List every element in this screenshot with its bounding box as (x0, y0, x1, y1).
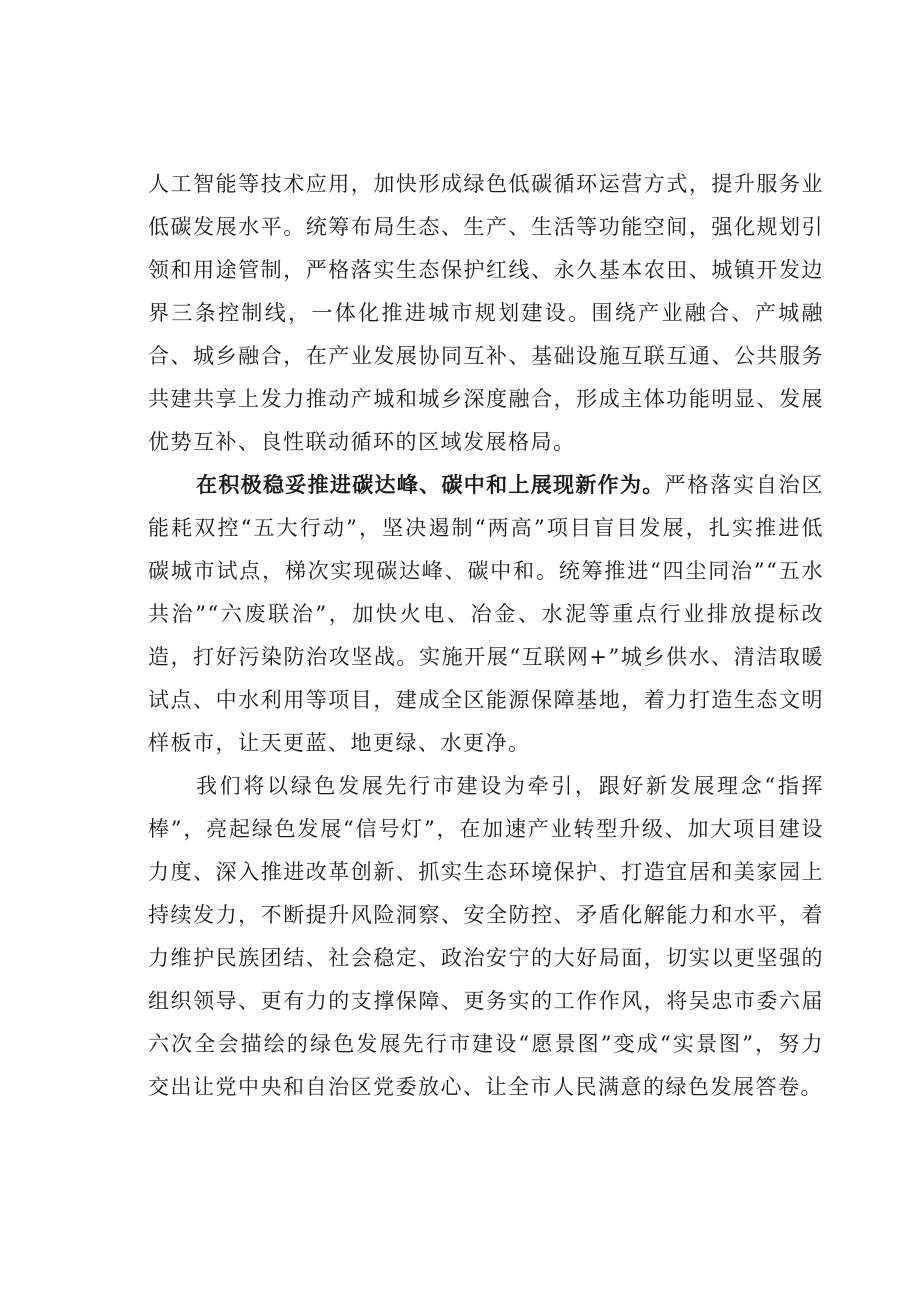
paragraph-conclusion (148, 765, 824, 1109)
paragraph-text: 人工智能等技术应用，加快形成绿色低碳循环运营方式，提升服务业低碳发展水平。统筹布局生态、生产、生活等功能空间，强化规划引领和用途管制，严格落实生态保护红线、永久基本农田、城镇开发边界三条控制线，一体化推进城市规划建设。围绕产业融合、产城融合、城乡融合，在产业发展协同互补、基础设施互联互通、公共服务共建共享上发力推动产城和城乡深度融合，形成主体功能明显、发展优势互补、良性联动循环的区域发展格局。 (148, 172, 824, 454)
paragraph-continued (148, 163, 824, 464)
document-body (148, 163, 824, 1109)
paragraph-text: 严格落实自治区能耗双控“五大行动”，坚决遏制“两高”项目盲目发展，扎实推进低碳城市试点，梯次实现碳达峰、碳中和。统筹推进“四尘同治”“五水共治”“六废联治”，加快火电、冶金、水泥等重点行业排放提标改造，打好污染防治攻坚战。实施开展“互联网+”城乡供水、清洁取暖试点、中水利用等项目，建成全区能源保障基地，着力打造生态文明样板市，让天更蓝、地更绿、水更净。 (148, 473, 824, 755)
paragraph-lead-heading: 在积极稳妥推进碳达峰、碳中和上展现新作为。 (196, 473, 665, 497)
paragraph-carbon-peak (148, 464, 824, 765)
paragraph-text: 我们将以绿色发展先行市建设为牵引，跟好新发展理念“指挥棒”，亮起绿色发展“信号灯”，在加速产业转型升级、加大项目建设力度、深入推进改革创新、抓实生态环境保护、打造宜居和美家园上持续发力，不断提升风险洞察、安全防控、矛盾化解能力和水平，着力维护民族团结、社会稳定、政治安宁的大好局面，切实以更坚强的组织领导、更有力的支撑保障、更务实的工作作风，将吴忠市委六届六次全会描绘的绿色发展先行市建设“愿景图”变成“实景图”，努力交出让党中央和自治区党委放心、让全市人民满意的绿色发展答卷。 (148, 774, 824, 1099)
